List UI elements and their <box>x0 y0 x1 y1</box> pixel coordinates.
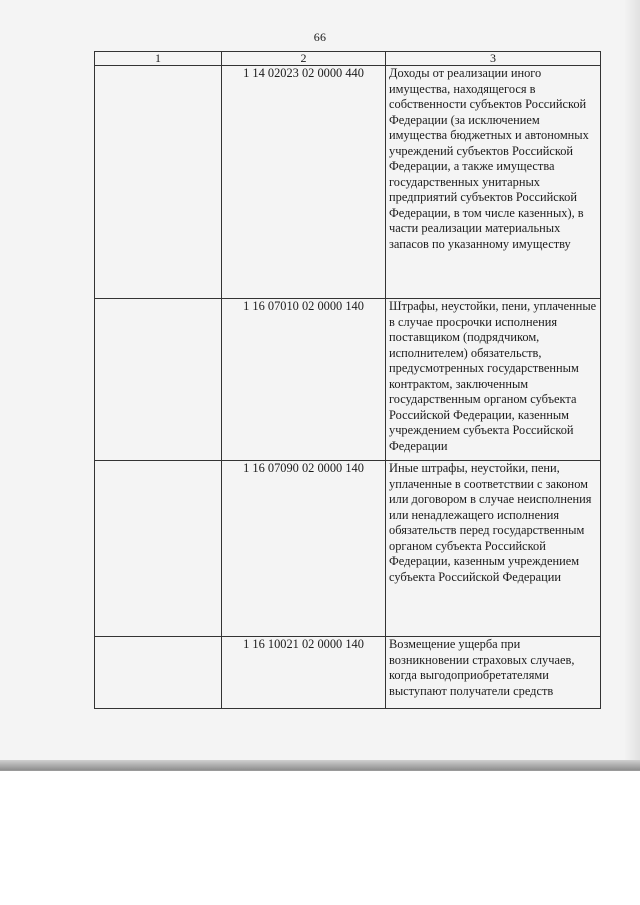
revenue-name-cell: Штрафы, неустойки, пени, уплаченные в случае просрочки исполнения поставщиком (подрядчиком, исполнителем) обязательств, предусмотренных государственным контрактом, заключенным государственным органом субъекта Российской Федерации, казенным учреждением субъекта Российской Федерации <box>386 299 601 461</box>
header-col-3: 3 <box>386 52 601 66</box>
table-row <box>95 461 601 637</box>
admin-code-cell <box>95 66 222 299</box>
revenue-code-cell: 1 16 10021 02 0000 140 <box>222 637 386 709</box>
table-row <box>95 299 601 461</box>
scan-edge <box>0 760 640 770</box>
header-row <box>95 52 601 66</box>
scan-shadow <box>624 0 640 770</box>
table-row <box>95 66 601 299</box>
table-row <box>95 637 601 709</box>
revenue-codes-table <box>94 51 601 709</box>
table-header <box>95 52 601 66</box>
admin-code-cell <box>95 461 222 637</box>
revenue-code-cell: 1 16 07010 02 0000 140 <box>222 299 386 461</box>
header-col-2: 2 <box>222 52 386 66</box>
page-number: 66 <box>313 30 327 44</box>
revenue-name-cell: Доходы от реализации иного имущества, находящегося в собственности субъектов Российской Федерации (за исключением имущества бюджетных и автономных учреждений субъектов Российской Федерации, а также имущества государственных унитарных предприятий субъектов Российской Федерации, в том числе казенных), в части реализации материальных запасов по указанному имуществу <box>386 66 601 299</box>
revenue-code-cell: 1 16 07090 02 0000 140 <box>222 461 386 637</box>
revenue-name-cell: Иные штрафы, неустойки, пени, уплаченные в соответствии с законом или договором в случае неисполнения или ненадлежащего исполнения обязательств перед государственным органом субъекта Российской Федерации, казенным учреждением субъекта Российской Федерации <box>386 461 601 637</box>
table-body <box>95 66 601 709</box>
admin-code-cell <box>95 637 222 709</box>
revenue-name-cell: Возмещение ущерба при возникновении страховых случаев, когда выгодоприобретателями выступают получатели средств <box>386 637 601 709</box>
header-col-1: 1 <box>95 52 222 66</box>
revenue-code-cell: 1 14 02023 02 0000 440 <box>222 66 386 299</box>
admin-code-cell <box>95 299 222 461</box>
